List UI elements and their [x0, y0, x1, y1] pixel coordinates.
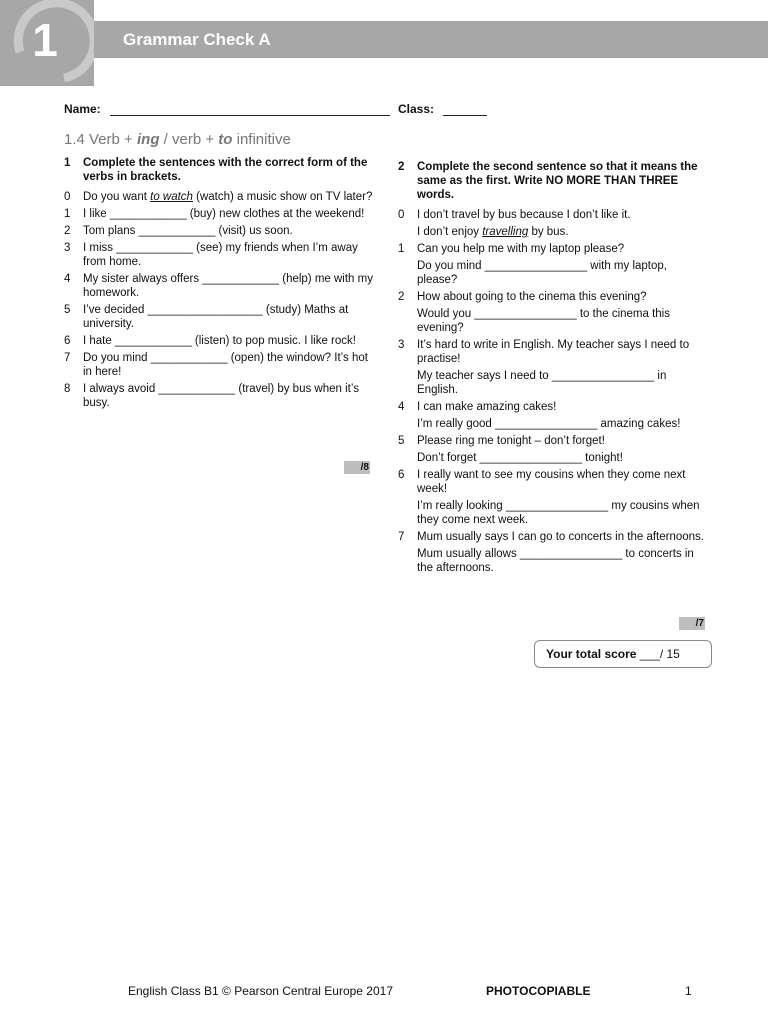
list-item[interactable]: 4 My sister always offers ____________ (help) me with my homework.	[64, 273, 373, 299]
footer-photocopiable: PHOTOCOPIABLE	[486, 984, 591, 998]
total-score-label: Your total score	[546, 647, 637, 661]
list-item[interactable]: 7 Do you mind ____________ (open) the window? It’s hot in here!	[64, 352, 368, 378]
exercise-2-example: 0 I don’t travel by bus because I don’t like it.	[398, 209, 631, 221]
list-item[interactable]: 8 I always avoid ____________ (travel) by bus when it’s busy.	[64, 383, 359, 409]
answer-sentence[interactable]: Mum usually allows ________________ to concerts in the afternoons.	[417, 548, 694, 574]
list-item: 3 It’s hard to write in English. My teacher says I need to practise!	[398, 339, 690, 365]
class-field[interactable]	[443, 115, 487, 116]
section-number: 1.4	[64, 131, 85, 148]
list-item: 6 I really want to see my cousins when they come next week!	[398, 469, 686, 495]
list-item[interactable]: 5 I’ve decided __________________ (study) Maths at university.	[64, 304, 349, 330]
list-item: 5 Please ring me tonight – don’t forget!	[398, 435, 605, 447]
answer-sentence[interactable]: I’m really good ________________ amazing cakes!	[417, 418, 681, 430]
answer-sentence[interactable]: Do you mind ________________ with my laptop, please?	[417, 260, 667, 286]
unit-number: 1	[32, 14, 58, 66]
section-title-part3: infinitive	[232, 131, 291, 148]
section-title	[64, 131, 291, 148]
exercise-2-score: /7	[679, 617, 705, 630]
list-item[interactable]: 2 Tom plans ____________ (visit) us soon.	[64, 225, 293, 237]
list-item[interactable]: 6 I hate ____________ (listen) to pop music. I like rock!	[64, 335, 356, 347]
exercise-2	[398, 160, 710, 578]
exercise-2-instruction: 2 Complete the second sentence so that it means the same as the first. Write NO MORE THAN THREE words.	[398, 161, 698, 201]
example-answer: travelling	[482, 226, 529, 238]
list-item[interactable]: 3 I miss ____________ (see) my friends when I’m away from home.	[64, 242, 358, 268]
example-answer: to watch	[150, 191, 193, 203]
answer-sentence[interactable]: I’m really looking ________________ my cousins when they come next week.	[417, 500, 700, 526]
section-ing: ing	[136, 131, 160, 148]
total-score-value[interactable]: ___/ 15	[639, 647, 680, 661]
section-to: to	[218, 131, 233, 148]
list-item: 1 Can you help me with my laptop please?	[398, 243, 625, 255]
class-label: Class:	[398, 102, 435, 116]
title-bar	[94, 21, 768, 58]
page-number: 1	[685, 984, 692, 998]
unit-badge	[0, 0, 94, 86]
page-title: Grammar Check A	[123, 30, 271, 49]
list-item: 4 I can make amazing cakes!	[398, 401, 557, 413]
answer-sentence[interactable]: Don’t forget ________________ tonight!	[417, 452, 623, 464]
section-title-part2: / verb +	[159, 131, 219, 148]
exercise-2-example-answer: I don’t enjoy travelling by bus.	[417, 226, 569, 238]
answer-sentence[interactable]: Would you ________________ to the cinema this evening?	[417, 308, 670, 334]
exercise-1	[64, 156, 374, 413]
answer-sentence[interactable]: My teacher says I need to ________________ in English.	[417, 370, 667, 396]
unit-number-graphic	[0, 0, 94, 86]
list-item[interactable]: 1 I like ____________ (buy) new clothes at the weekend!	[64, 208, 365, 220]
name-label: Name:	[64, 102, 101, 116]
total-score-box	[534, 640, 712, 668]
section-title-part1: Verb +	[89, 131, 137, 148]
list-item: 2 How about going to the cinema this evening?	[398, 291, 647, 303]
exercise-1-example: 0 Do you want to watch (watch) a music show on TV later?	[64, 191, 373, 203]
exercise-1-score: /8	[344, 461, 370, 474]
exercise-1-instruction: 1 Complete the sentences with the correct form of the verbs in brackets.	[64, 157, 368, 183]
list-item: 7 Mum usually says I can go to concerts in the afternoons.	[398, 531, 705, 543]
footer-copyright: English Class B1 © Pearson Central Europe 2017	[128, 984, 393, 998]
name-field[interactable]	[110, 115, 390, 116]
